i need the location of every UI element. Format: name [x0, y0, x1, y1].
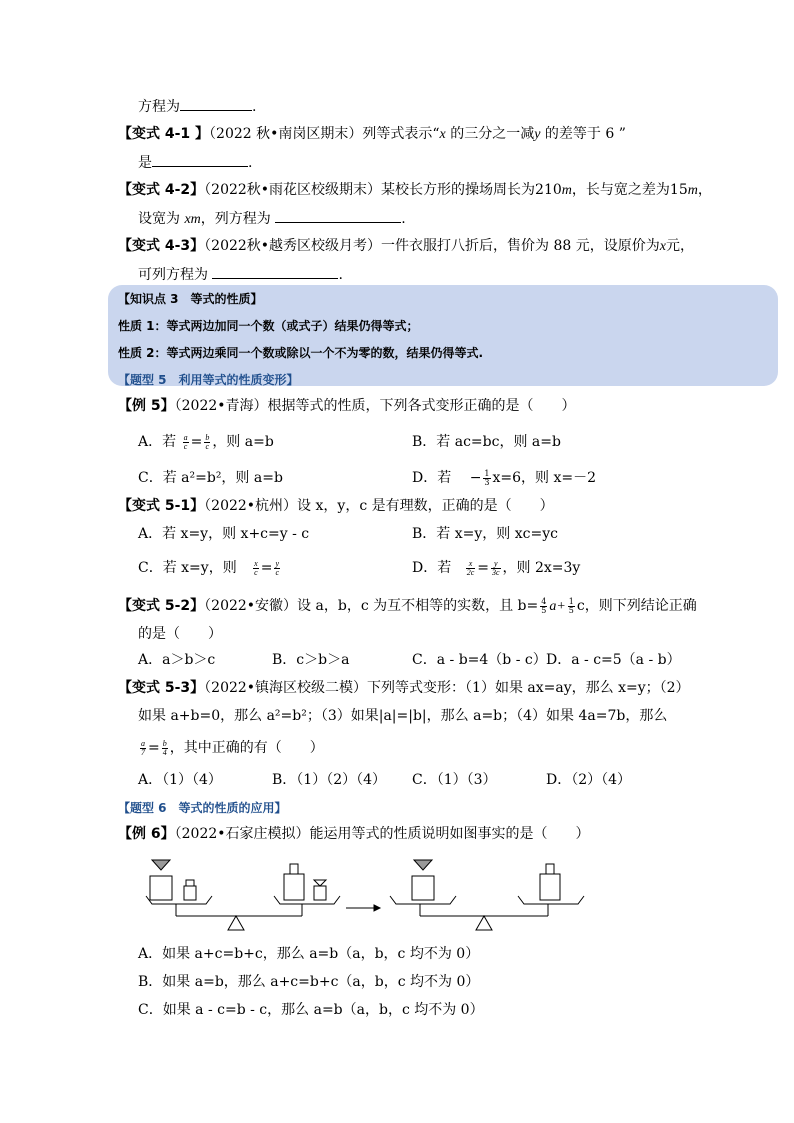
example-6-option-c[interactable]: C．如果 a - c=b - c，那么 a=b（a，b，c 均不为 0）: [138, 1002, 484, 1018]
weight-c-small: [314, 886, 326, 900]
example-5-option-a[interactable]: A．若 $\frac{a}{c}$ = $\frac{b}{c}$ ，则 a=b: [138, 432, 274, 451]
variant-4-2: 【变式 4-2】（2022秋•雨花区校级期末）某校长方形的操场周长为210m，长与宽之差为15m，: [118, 182, 712, 198]
answer-blank[interactable]: [212, 264, 338, 279]
example-5: 【例 5】（2022•青海）根据等式的性质，下列各式变形正确的是（ ）: [118, 398, 576, 414]
variant-4-1: 【变式 4-1 】（2022 秋•南岗区期末）列等式表示“x 的三分之一减y 的差等于 6 ”: [118, 126, 626, 142]
type-5-title: 【题型 5 利用等式的性质变形】: [118, 373, 299, 387]
left-balance: [146, 860, 340, 930]
weight-c-small: [184, 886, 196, 900]
variant-5-1: 【变式 5-1】（2022•杭州）设 x，y，c 是有理数，正确的是（ ）: [118, 498, 554, 514]
example-5-option-c[interactable]: C．若 a²=b²，则 a=b: [138, 470, 283, 486]
example-6: 【例 6】（2022•石家庄模拟）能运用等式的性质说明如图事实的是（ ）: [118, 826, 590, 842]
answer-line: 方程为 .: [138, 96, 256, 117]
balance-figure: [140, 852, 610, 942]
variant-5-3-line2: 如果 a+b=0，那么 a²=b²；（3）如果|a|=|b|，那么 a=b；（4）如果 4a=7b，那么: [138, 708, 668, 724]
variant-5-2: 【变式 5-2】（2022•安徽）设 a，b，c 为互不相等的实数，且 b= $\frac{4}{5}$ a+ $\frac{1}{5}$ c，则下列结论正确: [118, 596, 697, 615]
property-1: 性质 1：等式两边加同一个数（或式子）结果仍得等式；: [118, 319, 419, 333]
example-5-option-b[interactable]: B．若 ac=bc，则 a=b: [412, 434, 561, 450]
weight-cap: [290, 864, 298, 874]
variant-5-3-option-a[interactable]: A．（1）（4）: [138, 772, 222, 788]
weight-a: [412, 876, 434, 900]
weight-b: [284, 874, 304, 900]
type-6-title: 【题型 6 等式的性质的应用】: [118, 801, 287, 815]
property-2: 性质 2：等式两边乘同一个数或除以一个不为零的数，结果仍得等式.: [118, 346, 484, 360]
variant-4-3-line2: 可列方程为 .: [138, 264, 343, 285]
variant-5-3: 【变式 5-3】（2022•镇海区校级二模）下列等式变形：（1）如果 ax=ay，那么 x=y；（2）: [118, 680, 690, 696]
right-balance: [390, 860, 584, 930]
variant-4-3: 【变式 4-3】（2022秋•越秀区校级月考）一件衣服打八折后，售价为 88 元，设原价为x元，: [118, 238, 694, 254]
answer-blank[interactable]: [275, 208, 401, 223]
weight-b: [540, 874, 560, 900]
variant-4-1-line2: 是 .: [138, 152, 252, 173]
answer-blank[interactable]: [180, 96, 252, 111]
variant-5-1-option-d[interactable]: D．若 $\frac{x}{2c}$ = $\frac{y}{3c}$ ，则 2x=3y: [412, 558, 581, 577]
variant-4-2-line2: 设宽为 xm，列方程为 .: [138, 208, 406, 230]
variant-5-1-option-a[interactable]: A．若 x=y，则 x+c=y - c: [138, 526, 310, 542]
triangle-c: [152, 860, 170, 870]
weight-cap: [186, 880, 194, 886]
example-6-option-b[interactable]: B．如果 a=b，那么 a+c=b+c（a，b，c 均不为 0）: [138, 974, 480, 990]
variant-5-3-option-d[interactable]: D．（2）（4）: [546, 772, 632, 788]
variant-5-1-option-b[interactable]: B．若 x=y，则 xc=yc: [412, 526, 558, 542]
variant-5-2-option-c[interactable]: C．a - b=4（b - c）: [412, 652, 547, 668]
variant-5-1-option-c[interactable]: C．若 x=y，则 $\frac{x}{c}$ = $\frac{y}{c}$: [138, 558, 280, 577]
knowledge-title: 【知识点 3 等式的性质】: [118, 292, 263, 306]
variant-5-3-line3: $\frac{a}{7}$ = $\frac{b}{4}$ ，其中正确的有（ ）: [141, 738, 324, 757]
variant-5-2-option-b[interactable]: B．c＞b＞a: [272, 652, 350, 668]
variant-5-2-option-a[interactable]: A．a＞b＞c: [138, 652, 216, 668]
arrow-icon: [346, 905, 380, 911]
variant-5-3-option-c[interactable]: C．（1）（3）: [412, 772, 497, 788]
variant-5-2-line2: 的是（ ）: [138, 626, 222, 642]
variant-5-3-option-b[interactable]: B．（1）（2）（4）: [272, 772, 387, 788]
answer-blank[interactable]: [152, 152, 248, 167]
triangle-small: [314, 880, 326, 886]
triangle-c: [414, 860, 432, 870]
example-6-option-a[interactable]: A．如果 a+c=b+c，那么 a=b（a，b，c 均不为 0）: [138, 946, 480, 962]
weight-a: [150, 876, 172, 900]
example-5-option-d[interactable]: D．若 − $\frac{1}{3}$ x=6，则 x=－2: [412, 468, 597, 487]
weight-cap: [546, 864, 554, 874]
variant-5-2-option-d[interactable]: D．a - c=5（a - b）: [546, 652, 681, 668]
